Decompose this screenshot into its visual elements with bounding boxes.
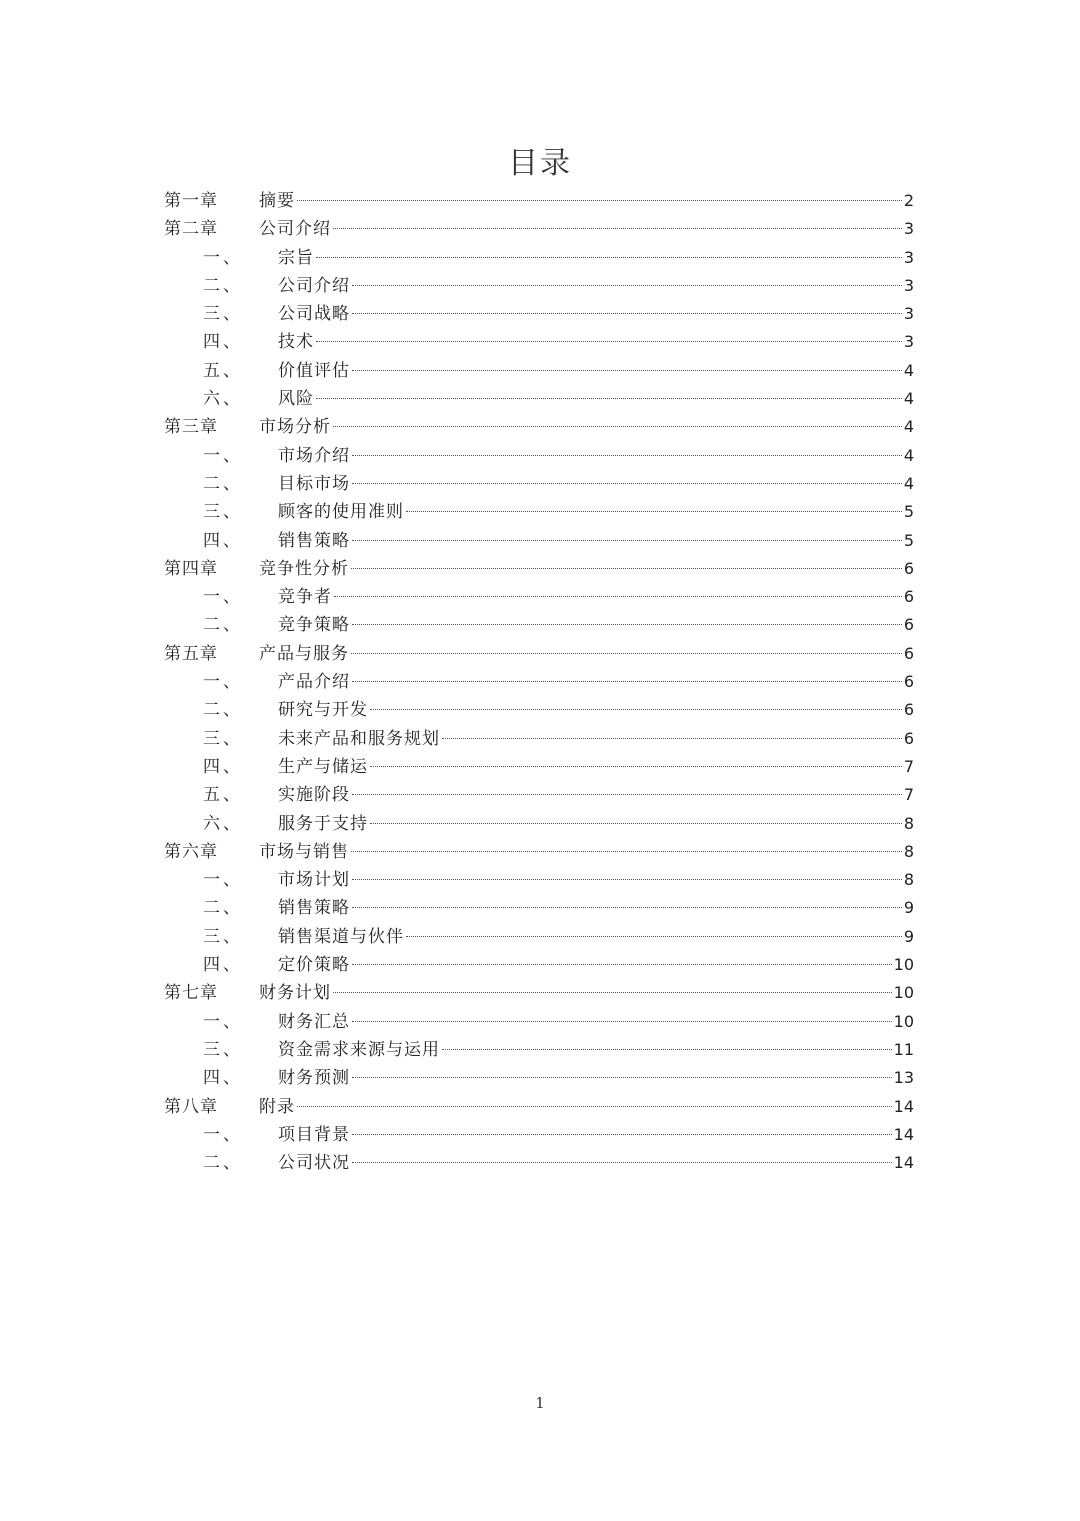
toc-entry-page: 6 (903, 615, 914, 635)
toc-dot-leader (352, 540, 902, 541)
toc-entry-page: 5 (903, 502, 914, 522)
toc-entry-title: 公司状况 (278, 1153, 350, 1174)
toc-dot-leader (351, 653, 902, 654)
toc-entry-title: 目标市场 (278, 473, 350, 494)
toc-dot-leader (406, 936, 902, 937)
toc-chapter-entry[interactable] (0, 1093, 1080, 1121)
toc-entry-page: 3 (903, 219, 914, 239)
toc-entry-title: 销售策略 (278, 530, 350, 551)
toc-entry-page: 7 (903, 785, 914, 805)
toc-section-entry[interactable] (0, 781, 1080, 809)
toc-section-entry[interactable] (0, 300, 1080, 328)
toc-section-entry[interactable] (0, 272, 1080, 300)
toc-entry-title: 产品与服务 (259, 643, 349, 664)
toc-section-entry[interactable] (0, 1149, 1080, 1177)
toc-chapter-entry[interactable] (0, 215, 1080, 243)
toc-entry-line (278, 951, 914, 979)
toc-dot-leader (352, 907, 902, 908)
toc-entry-title: 竞争策略 (278, 615, 350, 636)
toc-section-entry[interactable] (0, 527, 1080, 555)
toc-section-entry[interactable] (0, 866, 1080, 894)
toc-entry-line (278, 385, 914, 413)
toc-dot-leader (406, 511, 902, 512)
toc-section-entry[interactable] (0, 498, 1080, 526)
toc-entry-line (278, 923, 914, 951)
toc-dot-leader (352, 285, 902, 286)
toc-entry-title: 财务预测 (278, 1068, 350, 1089)
toc-chapter-entry[interactable] (0, 838, 1080, 866)
toc-entry-line (278, 611, 914, 639)
toc-entry-page: 8 (903, 813, 914, 833)
toc-entry-line (278, 470, 914, 498)
toc-entry-line (259, 187, 914, 215)
toc-entry-number: 二、 (203, 898, 243, 919)
toc-entry-title: 研究与开发 (278, 700, 368, 721)
toc-entry-page: 8 (903, 841, 914, 861)
toc-entry-number: 四、 (203, 332, 243, 353)
page-number: 1 (535, 1394, 545, 1412)
toc-dot-leader (442, 738, 902, 739)
toc-entry-number: 二、 (203, 700, 243, 721)
toc-dot-leader (351, 568, 902, 569)
toc-dot-leader (316, 257, 902, 258)
toc-entry-page: 3 (903, 247, 914, 267)
toc-entry-number: 一、 (203, 247, 243, 268)
toc-entry-page: 7 (903, 756, 914, 776)
toc-entry-title: 财务汇总 (278, 1011, 350, 1032)
toc-entry-line (278, 442, 914, 470)
toc-entry-number: 二、 (203, 275, 243, 296)
toc-entry-page: 8 (903, 870, 914, 890)
toc-entry-page: 6 (903, 672, 914, 692)
toc-entry-number: 三、 (203, 502, 243, 523)
toc-entry-number: 一、 (203, 672, 243, 693)
toc-entry-title: 产品介绍 (278, 672, 350, 693)
toc-entry-line (278, 244, 914, 272)
toc-entry-page: 6 (903, 643, 914, 663)
toc-entry-page: 3 (903, 332, 914, 352)
toc-entry-page: 10 (893, 983, 914, 1003)
toc-entry-number: 二、 (203, 1153, 243, 1174)
toc-entry-title: 顾客的使用准则 (278, 502, 404, 523)
toc-dot-leader (352, 681, 902, 682)
toc-section-entry[interactable] (0, 611, 1080, 639)
toc-entry-number: 四、 (203, 1068, 243, 1089)
toc-entry-page: 9 (903, 898, 914, 918)
toc-entry-line (259, 1093, 914, 1121)
toc-dot-leader (352, 1134, 892, 1135)
toc-dot-leader (333, 426, 902, 427)
toc-dot-leader (352, 313, 902, 314)
toc-entry-title: 市场计划 (278, 870, 350, 891)
toc-chapter-entry[interactable] (0, 413, 1080, 441)
toc-entry-page: 13 (893, 1068, 914, 1088)
toc-entry-page: 4 (903, 473, 914, 493)
toc-entry-line (278, 357, 914, 385)
toc-entry-number: 三、 (203, 304, 243, 325)
toc-dot-leader (297, 200, 902, 201)
toc-entry-page: 4 (903, 389, 914, 409)
toc-dot-leader (352, 964, 892, 965)
toc-entry-page: 3 (903, 304, 914, 324)
toc-entry-number: 一、 (203, 587, 243, 608)
toc-dot-leader (442, 1049, 892, 1050)
toc-section-entry[interactable] (0, 328, 1080, 356)
toc-section-entry[interactable] (0, 1008, 1080, 1036)
toc-entry-line (259, 979, 914, 1007)
toc-entry-title: 附录 (259, 1096, 295, 1117)
toc-dot-leader (297, 1106, 892, 1107)
toc-section-entry[interactable] (0, 1036, 1080, 1064)
toc-entry-page: 6 (903, 587, 914, 607)
toc-entry-page: 5 (903, 530, 914, 550)
toc-entry-line (278, 1149, 914, 1177)
toc-entry-line (278, 753, 914, 781)
toc-section-entry[interactable] (0, 753, 1080, 781)
toc-entry-line (278, 810, 914, 838)
toc-dot-leader (316, 398, 902, 399)
toc-dot-leader (352, 794, 902, 795)
toc-entry-number: 四、 (203, 530, 243, 551)
toc-entry-page: 3 (903, 275, 914, 295)
toc-entry-title: 市场介绍 (278, 445, 350, 466)
toc-entry-page: 6 (903, 558, 914, 578)
toc-entry-line (278, 527, 914, 555)
toc-entry-page: 14 (893, 1124, 914, 1144)
toc-dot-leader (370, 709, 902, 710)
toc-entry-title: 摘要 (259, 191, 295, 211)
toc-entry-line (278, 300, 914, 328)
toc-entry-line (278, 668, 914, 696)
toc-dot-leader (352, 624, 902, 625)
toc-entry-line (278, 498, 914, 526)
toc-entry-line (278, 583, 914, 611)
toc-entry-title: 公司战略 (278, 304, 350, 325)
toc-entry-title: 价值评估 (278, 360, 350, 381)
toc-entry-title: 竞争者 (278, 587, 332, 608)
toc-dot-leader (352, 483, 902, 484)
toc-list (0, 187, 1080, 1177)
toc-entry-title: 销售策略 (278, 898, 350, 919)
toc-entry-title: 服务于支持 (278, 813, 368, 834)
toc-entry-number: 四、 (203, 955, 243, 976)
toc-entry-number: 一、 (203, 870, 243, 891)
toc-entry-title: 竞争性分析 (259, 558, 349, 579)
toc-entry-title: 未来产品和服务规划 (278, 728, 440, 749)
toc-dot-leader (352, 1077, 892, 1078)
toc-section-entry[interactable] (0, 583, 1080, 611)
toc-section-entry[interactable] (0, 385, 1080, 413)
toc-entry-line (278, 1036, 914, 1064)
toc-entry-page: 2 (903, 191, 914, 210)
toc-section-entry[interactable] (0, 357, 1080, 385)
toc-entry-title: 生产与储运 (278, 756, 368, 777)
toc-section-entry[interactable] (0, 442, 1080, 470)
toc-entry-number: 第三章 (164, 417, 218, 438)
toc-entry-title: 宗旨 (278, 247, 314, 268)
toc-section-entry[interactable] (0, 696, 1080, 724)
toc-chapter-entry[interactable] (0, 555, 1080, 583)
toc-entry-number: 五、 (203, 785, 243, 806)
toc-entry-title: 市场与销售 (259, 841, 349, 862)
toc-dot-leader (316, 341, 902, 342)
toc-entry-number: 三、 (203, 1039, 243, 1060)
toc-entry-title: 资金需求来源与运用 (278, 1039, 440, 1060)
toc-entry-page: 4 (903, 360, 914, 380)
toc-entry-number: 二、 (203, 473, 243, 494)
toc-entry-number: 第四章 (164, 558, 218, 579)
toc-entry-line (278, 725, 914, 753)
toc-entry-number: 二、 (203, 615, 243, 636)
toc-entry-line (278, 781, 914, 809)
toc-entry-page: 11 (893, 1039, 914, 1059)
toc-section-entry[interactable] (0, 1064, 1080, 1092)
toc-entry-line (278, 866, 914, 894)
toc-entry-line (278, 1008, 914, 1036)
toc-dot-leader (370, 823, 902, 824)
toc-entry-page: 10 (893, 1011, 914, 1031)
toc-entry-title: 公司介绍 (259, 219, 331, 240)
toc-section-entry[interactable] (0, 810, 1080, 838)
toc-chapter-entry[interactable] (0, 979, 1080, 1007)
toc-entry-title: 公司介绍 (278, 275, 350, 296)
toc-entry-line (259, 640, 914, 668)
toc-entry-title: 风险 (278, 389, 314, 410)
toc-entry-title: 技术 (278, 332, 314, 353)
toc-dot-leader (352, 879, 902, 880)
toc-entry-line (278, 1121, 914, 1149)
toc-chapter-entry[interactable] (0, 640, 1080, 668)
toc-entry-number: 三、 (203, 728, 243, 749)
toc-entry-number: 一、 (203, 1011, 243, 1032)
toc-entry-page: 6 (903, 728, 914, 748)
toc-entry-number: 第二章 (164, 219, 218, 240)
toc-entry-page: 10 (893, 955, 914, 975)
toc-entry-line (278, 272, 914, 300)
toc-entry-title: 项目背景 (278, 1124, 350, 1145)
toc-section-entry[interactable] (0, 951, 1080, 979)
toc-entry-page: 4 (903, 417, 914, 437)
toc-entry-page: 6 (903, 700, 914, 720)
toc-entry-number: 一、 (203, 445, 243, 466)
toc-entry-number: 第七章 (164, 983, 218, 1004)
toc-dot-leader (352, 1162, 892, 1163)
toc-section-entry[interactable] (0, 923, 1080, 951)
toc-entry-page: 14 (893, 1153, 914, 1173)
toc-entry-number: 四、 (203, 756, 243, 777)
toc-entry-number: 第五章 (164, 643, 218, 664)
toc-entry-title: 市场分析 (259, 417, 331, 438)
toc-entry-number: 六、 (203, 389, 243, 410)
toc-dot-leader (333, 992, 892, 993)
toc-entry-line (278, 696, 914, 724)
toc-entry-number: 第六章 (164, 841, 218, 862)
toc-title: 目录 (508, 146, 572, 181)
toc-entry-title: 定价策略 (278, 955, 350, 976)
toc-entry-number: 第八章 (164, 1096, 218, 1117)
toc-section-entry[interactable] (0, 668, 1080, 696)
toc-entry-title: 财务计划 (259, 983, 331, 1004)
toc-entry-line (259, 413, 914, 441)
toc-entry-number: 第一章 (164, 191, 218, 211)
toc-entry-number: 五、 (203, 360, 243, 381)
toc-entry-number: 三、 (203, 926, 243, 947)
toc-section-entry[interactable] (0, 470, 1080, 498)
toc-entry-line (259, 555, 914, 583)
toc-entry-line (278, 894, 914, 922)
toc-dot-leader (352, 370, 902, 371)
toc-section-entry[interactable] (0, 894, 1080, 922)
toc-dot-leader (370, 766, 902, 767)
toc-entry-page: 9 (903, 926, 914, 946)
toc-chapter-entry[interactable] (0, 187, 1080, 215)
toc-dot-leader (352, 1021, 892, 1022)
toc-entry-title: 实施阶段 (278, 785, 350, 806)
toc-entry-number: 一、 (203, 1124, 243, 1145)
toc-entry-line (259, 215, 914, 243)
toc-entry-page: 4 (903, 445, 914, 465)
toc-entry-line (259, 838, 914, 866)
toc-section-entry[interactable] (0, 244, 1080, 272)
toc-entry-page: 14 (893, 1096, 914, 1116)
toc-dot-leader (352, 455, 902, 456)
toc-entry-number: 六、 (203, 813, 243, 834)
toc-entry-line (278, 328, 914, 356)
toc-dot-leader (334, 596, 902, 597)
toc-dot-leader (333, 228, 902, 229)
toc-section-entry[interactable] (0, 725, 1080, 753)
toc-entry-title: 销售渠道与伙伴 (278, 926, 404, 947)
toc-entry-line (278, 1064, 914, 1092)
toc-dot-leader (351, 851, 902, 852)
toc-section-entry[interactable] (0, 1121, 1080, 1149)
